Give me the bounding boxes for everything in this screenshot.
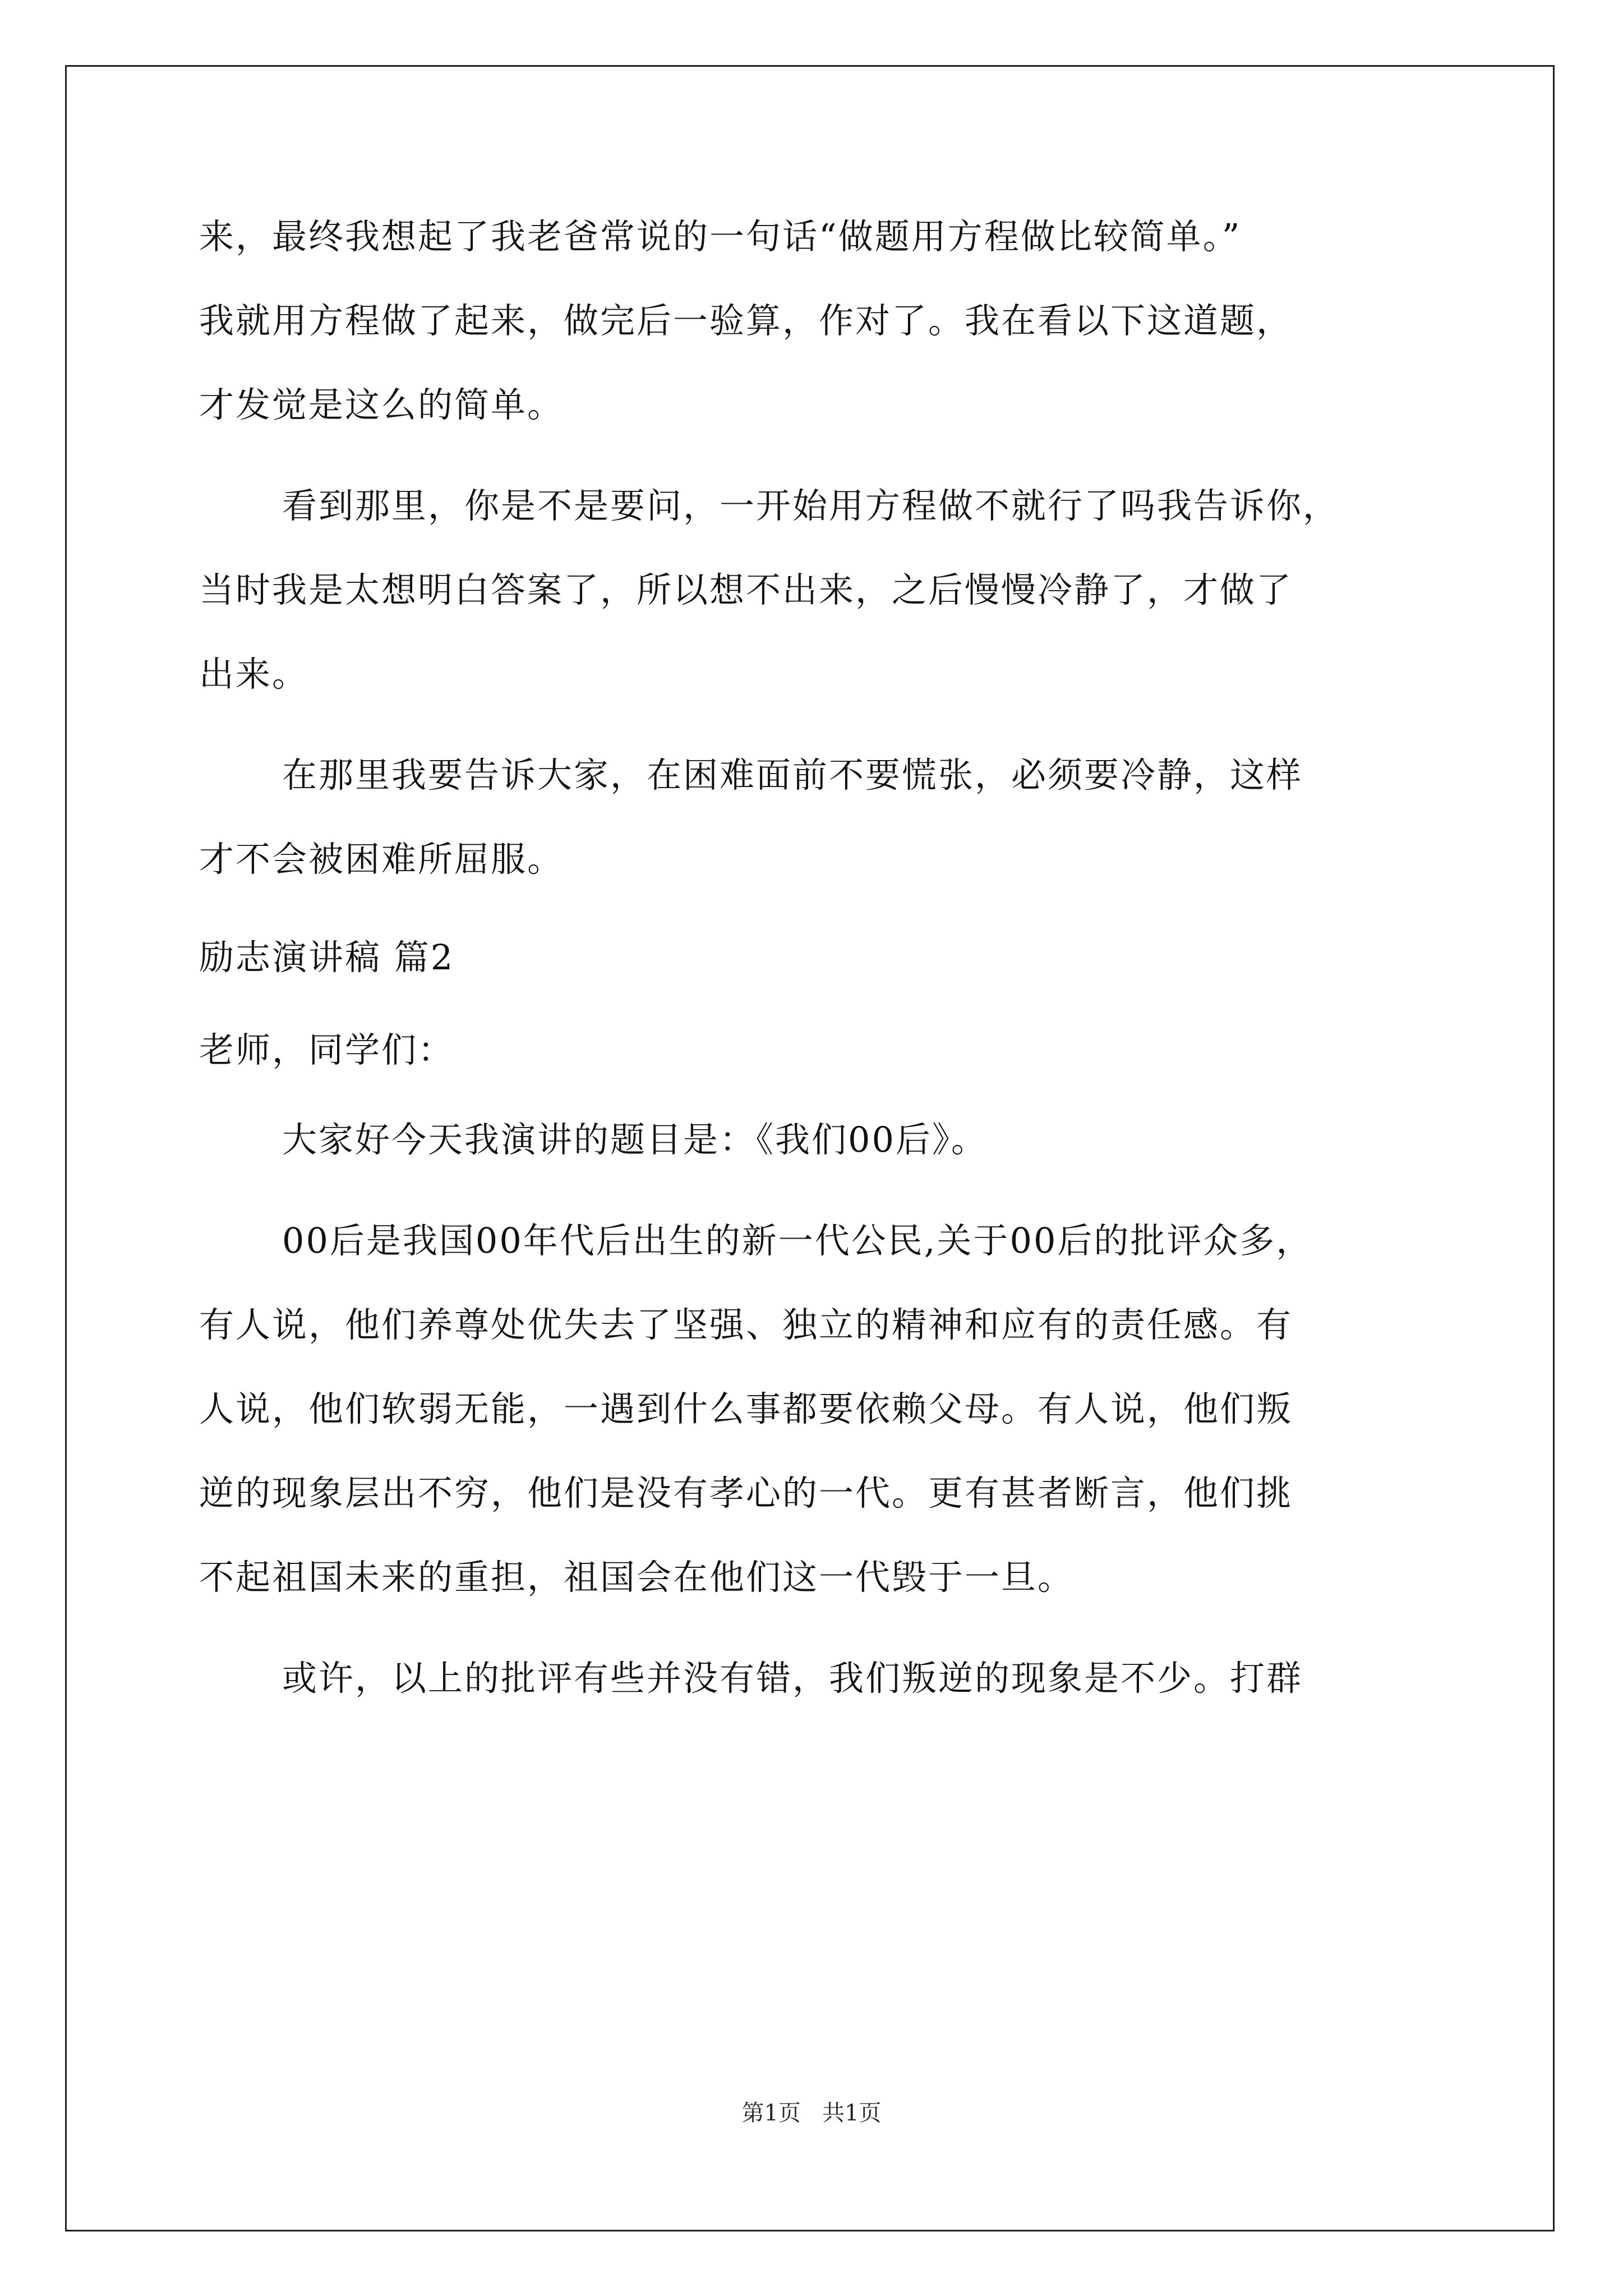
paragraph-line: 有人说，他们养尊处优失去了坚强、独立的精神和应有的责任感。有 — [199, 1304, 1293, 1345]
paragraph-line: 来，最终我想起了我老爸常说的一句话“做题用方程做比较简单。” — [199, 216, 1242, 257]
paragraph-line: 在那里我要告诉大家，在困难面前不要慌张，必须要冷静，这样 — [282, 754, 1303, 795]
paragraph-line: 00后是我国00年代后出生的新一代公民,关于00后的批评众多， — [282, 1220, 1313, 1261]
paragraph-line: 看到那里，你是不是要问，一开始用方程做不就行了吗我告诉你， — [282, 485, 1340, 526]
salutation: 老师，同学们： — [199, 1029, 455, 1070]
paragraph-line: 才发觉是这么的简单。 — [199, 384, 564, 425]
paragraph-line: 当时我是太想明白答案了，所以想不出来，之后慢慢冷静了，才做了 — [199, 569, 1293, 610]
paragraph-line: 逆的现象层出不穷，他们是没有孝心的一代。更有甚者断言，他们挑 — [199, 1473, 1293, 1513]
paragraph-line: 人说，他们软弱无能，一遇到什么事都要依赖父母。有人说，他们叛 — [199, 1388, 1293, 1429]
paragraph-line: 或许，以上的批评有些并没有错，我们叛逆的现象是不少。打群 — [282, 1658, 1303, 1699]
paragraph-line: 大家好今天我演讲的题目是：《我们00后》。 — [282, 1119, 988, 1160]
paragraph-line: 才不会被困难所屈服。 — [199, 839, 564, 880]
section-heading: 励志演讲稿 篇2 — [199, 937, 455, 978]
paragraph-line: 出来。 — [199, 654, 309, 694]
page-footer: 第1页 共1页 — [741, 2100, 882, 2126]
paragraph-line: 我就用方程做了起来，做完后一验算，作对了。我在看以下这道题， — [199, 300, 1293, 341]
paragraph-line: 不起祖国未来的重担，祖国会在他们这一代毁于一旦。 — [199, 1557, 1075, 1598]
